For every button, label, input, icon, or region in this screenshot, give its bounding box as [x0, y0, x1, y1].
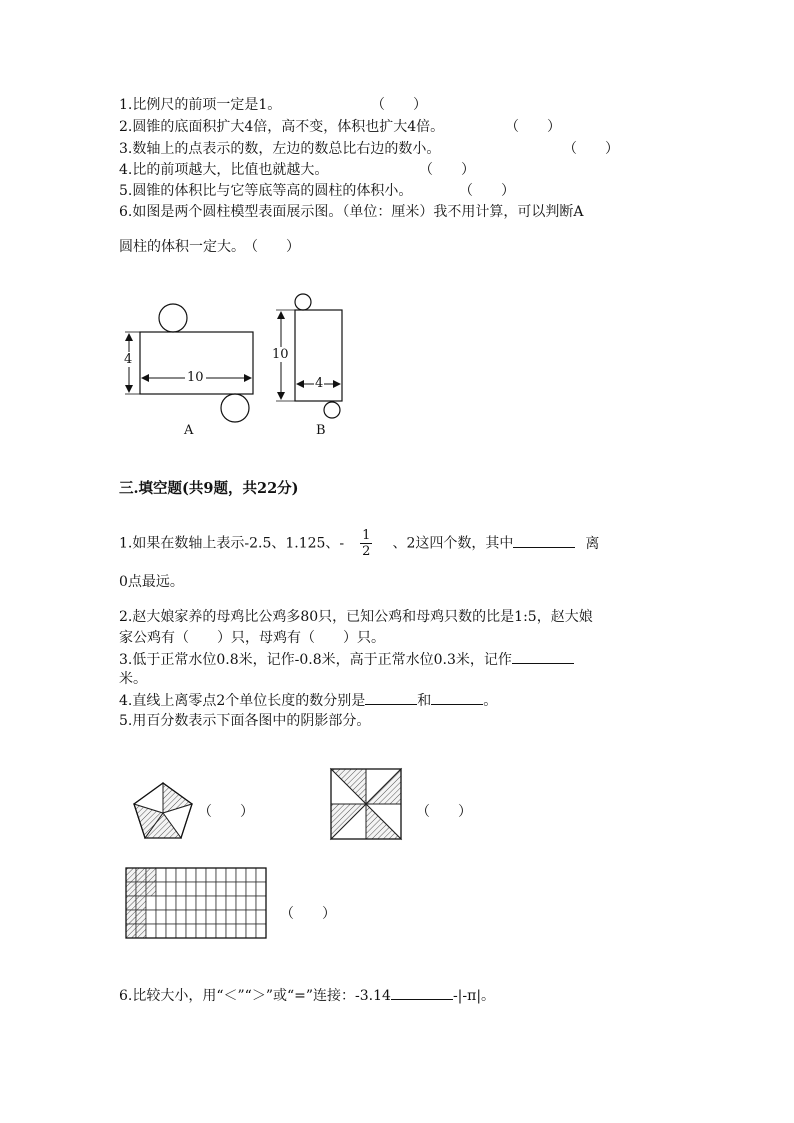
square-figure — [331, 769, 401, 839]
grid-cell — [136, 896, 146, 910]
grid-cell — [126, 882, 136, 896]
answer-blank[interactable] — [391, 985, 453, 1000]
grid-cell — [186, 924, 196, 938]
fill-q1: 1.如果在数轴上表示-2.5、1.125、- $\frac{1}{2}$ 、2这四个数，其中 离 — [119, 528, 600, 559]
answer-paren[interactable]: （ ） — [371, 97, 427, 113]
grid-cell — [166, 910, 176, 924]
grid-cell — [236, 924, 246, 938]
grid-cell — [176, 924, 186, 938]
grid-cell — [186, 896, 196, 910]
fill-q6: 6.比较大小，用“＜”“＞”或“=”连接：-3.14 -|-π|。 — [119, 985, 495, 1006]
fill-q3: 3.低于正常水位0.8米，记作-0.8米，高于正常水位0.3米，记作 — [119, 649, 574, 670]
fill-q2-line2: 家公鸡有（ ）只，母鸡有（ ）只。 — [119, 630, 385, 646]
square-answer-paren[interactable]: （ ） — [416, 804, 472, 820]
fill-q4: 4.直线上离零点2个单位长度的数分别是 和 。 — [119, 690, 497, 711]
fill-q1-line2: 0点最远。 — [119, 574, 184, 590]
grid-cell — [166, 896, 176, 910]
net-b-height-label: 10 — [272, 347, 289, 362]
pentagon-answer-paren[interactable]: （ ） — [198, 804, 254, 820]
grid-cell — [196, 910, 206, 924]
grid-answer-paren[interactable]: （ ） — [280, 906, 336, 922]
answer-paren[interactable]: （ ） — [563, 141, 619, 157]
grid-cell — [126, 868, 136, 882]
answer-paren[interactable]: （ ） — [459, 183, 515, 199]
grid-cell — [246, 910, 256, 924]
grid-cell — [156, 910, 166, 924]
grid-cell — [136, 924, 146, 938]
net-a-name: A — [184, 423, 194, 438]
grid-cell — [236, 896, 246, 910]
grid-cell — [256, 896, 266, 910]
judge-q3: 3.数轴上的点表示的数，左边的数总比右边的数小。 （ ） — [119, 141, 619, 157]
grid-cell — [226, 882, 236, 896]
grid-cell — [146, 924, 156, 938]
grid-cell — [216, 882, 226, 896]
fraction: $\frac{1}{2}$ — [362, 528, 371, 559]
grid-cell — [156, 924, 166, 938]
grid-cell — [176, 896, 186, 910]
grid-cell — [236, 868, 246, 882]
grid-cell — [216, 896, 226, 910]
grid-cell — [226, 868, 236, 882]
net-a-height-label: 4 — [124, 352, 133, 367]
grid-cell — [176, 882, 186, 896]
grid-cell — [206, 868, 216, 882]
grid-cell — [146, 910, 156, 924]
grid-cell — [176, 868, 186, 882]
grid-cell — [256, 868, 266, 882]
grid-cell — [126, 896, 136, 910]
judge-q1: 1.比例尺的前项一定是1。 （ ） — [119, 97, 427, 113]
grid-cell — [246, 924, 256, 938]
section-title: 三.填空题(共9题，共22分) — [119, 480, 299, 497]
grid-cell — [206, 882, 216, 896]
grid-cell — [256, 924, 266, 938]
grid-cell — [196, 868, 206, 882]
grid-cell — [136, 882, 146, 896]
grid-cell — [216, 924, 226, 938]
net-b-width-label: 4 — [315, 376, 324, 391]
grid-cell — [176, 910, 186, 924]
grid-cell — [206, 896, 216, 910]
grid-cell — [246, 896, 256, 910]
grid-cell — [246, 868, 256, 882]
grid-cell — [196, 896, 206, 910]
grid-cell — [156, 882, 166, 896]
grid-cell — [146, 896, 156, 910]
grid-cell — [216, 910, 226, 924]
net-a-width-label: 10 — [187, 370, 204, 385]
grid-cell — [186, 882, 196, 896]
grid-cell — [186, 910, 196, 924]
grid-cell — [246, 882, 256, 896]
grid-cell — [236, 910, 246, 924]
pentagon-figure — [134, 783, 192, 838]
grid-cell — [166, 924, 176, 938]
grid-cell — [236, 882, 246, 896]
grid-cell — [206, 910, 216, 924]
judge-q4: 4.比的前项越大，比值也就越大。 （ ） — [119, 162, 475, 178]
grid-cell — [136, 910, 146, 924]
grid-cell — [126, 924, 136, 938]
grid-cell — [186, 868, 196, 882]
fill-q3-line2: 米。 — [119, 671, 147, 687]
answer-paren[interactable]: （ ） — [505, 119, 561, 135]
judge-q6-line2: 圆柱的体积一定大。 （ ） — [119, 239, 300, 255]
judge-q6: 6.如图是两个圆柱模型表面展示图。（单位：厘米）我不用计算，可以判断A — [119, 204, 584, 220]
fill-q5: 5.用百分数表示下面各图中的阴影部分。 — [119, 713, 371, 729]
grid-cell — [156, 868, 166, 882]
grid-cell — [126, 910, 136, 924]
fill-q2: 2.赵大娘家养的母鸡比公鸡多80只，已知公鸡和母鸡只数的比是1:5，赵大娘 — [119, 609, 593, 625]
grid-figure — [126, 868, 266, 938]
grid-cell — [146, 868, 156, 882]
grid-cell — [226, 910, 236, 924]
grid-cell — [166, 868, 176, 882]
grid-cell — [156, 896, 166, 910]
grid-cell — [196, 924, 206, 938]
answer-paren[interactable]: （ ） — [419, 162, 475, 178]
net-b-name: B — [316, 423, 326, 438]
grid-cell — [206, 924, 216, 938]
judge-q2: 2.圆锥的底面积扩大4倍，高不变，体积也扩大4倍。 （ ） — [119, 119, 561, 135]
grid-cell — [136, 868, 146, 882]
grid-cell — [146, 882, 156, 896]
grid-cell — [196, 882, 206, 896]
grid-cell — [256, 910, 266, 924]
answer-paren[interactable]: （ ） — [251, 239, 300, 255]
judge-q5: 5.圆锥的体积比与它等底等高的圆柱的体积小。 （ ） — [119, 183, 515, 199]
grid-cell — [226, 896, 236, 910]
grid-cell — [166, 882, 176, 896]
grid-cell — [256, 882, 266, 896]
grid-cell — [216, 868, 226, 882]
grid-cell — [226, 924, 236, 938]
